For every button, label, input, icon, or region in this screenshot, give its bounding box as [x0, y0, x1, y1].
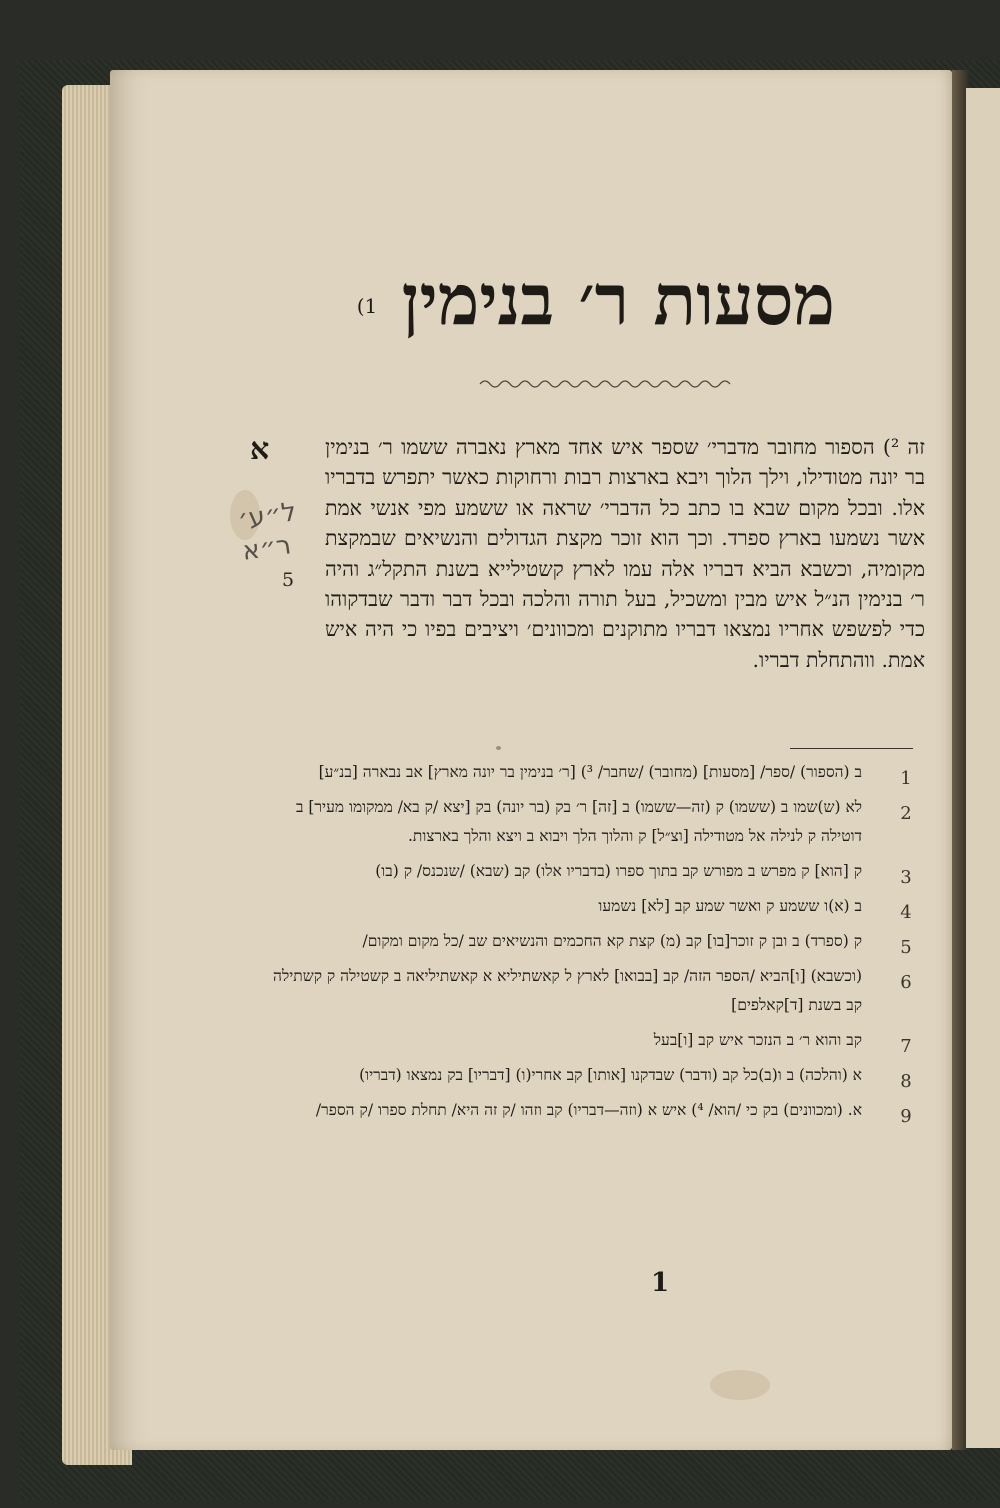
page-title: [355, 255, 835, 345]
footnote: [262, 758, 922, 787]
pencil-annotation: ל״ע׳ ר״א: [235, 497, 299, 567]
footnote-number: 3: [900, 867, 912, 888]
facing-page-edge: [966, 88, 1000, 1448]
footnote-number: 8: [900, 1071, 912, 1092]
footnote: [262, 1026, 922, 1055]
ink-dot: [496, 746, 501, 750]
footnote-text: (וכשבא) [ו]הביא /הספר הזה/ קב [בבואו] לארץ ל קאשתיליא א קאשתיליאה ב קשטילה ק קשתילה קב בשנת [ד]קאלפים]: [273, 967, 862, 1014]
footnote-text: א (והלכה) ב ו(ב)כל קב (ודבר) שבדקנו [אותו] קב אחרי(ו) [דבריו] בק נמצאו (דבריו): [359, 1066, 862, 1084]
show-through-text: [280, 145, 800, 167]
footnote-text: ק (ספרד) ב ובן ק זוכר[בו] קב (מ) קצת קא החכמים והנשיאים שב /כל מקום ומקום/: [362, 932, 862, 950]
ornamental-divider: [478, 372, 736, 394]
title-footnote-marker: 1): [356, 294, 378, 318]
footnote-number: 2: [900, 803, 912, 824]
footnote-number: 1: [900, 768, 912, 789]
footnote-text: ק [הוא] ק מפרש ב מפורש קב בתוך ספרו (בדבריו אלו) קב (שבא) /שנכנס/ ק (בו): [375, 862, 862, 880]
footnote: [262, 962, 922, 1020]
footnote-number: 9: [900, 1106, 912, 1127]
page-number: 1: [651, 1268, 670, 1298]
footnote-number: 4: [900, 902, 912, 923]
footnote: [262, 793, 922, 851]
footnote: [262, 927, 922, 956]
footnote-number: 7: [900, 1036, 912, 1057]
footnote-number: 6: [900, 972, 912, 993]
title-text: מסעות ר׳ בנימין: [401, 258, 835, 341]
footnote-rule: [790, 748, 913, 749]
line-marker: 5: [282, 569, 295, 591]
footnote-number: 5: [900, 937, 912, 958]
footnote: [262, 892, 922, 921]
footnote-text: לא (ש)שמו ב (ששמו) ק (זה—ששמו) ב [זה] ר׳ בק (בר יונה) בק [יצא /ק בא/ ממקומו מעיר] ב דוטילה ק לנילה אל מטודילה [וצ״ל] ק והלוך הלך ויבוא ב ויצא והלך בארצות.: [295, 798, 862, 845]
footnote-text: א. (ומכוונים) בק כי /הוא/ ⁴) איש א (וזה—דבריו) קב וזהו /ק זה היא/ תחלת ספרו /ק הספר/: [315, 1101, 862, 1119]
main-paragraph: זה ²) הספור מחובר מדברי׳ שספר איש אחד מארץ נאברה ששמו ר׳ בנימין בר יונה מטודילו, וילך הלוך ויבא בארצות רבות ורחוקות כאשר יתפרש בדבריו אלו. ובכל מקום שבא בו כתב כל הדברי׳ שראה או ששמע מפי אנשי אמת אשר נשמעו בארץ ספרד. וכך הוא זוכר מקצת הגדולים והנשיאים שבמקצת מקומיה, וכשבא הביא דבריו אלה עמו לארץ קשטילייא בשנת התקל״ג והיה ר׳ בנימין הנ״ל איש מבין ומשכיל, בעל תורה והלכה ובכל דבר ודבר שבדקוהו כדי לפשפש אחריו נמצאו דבריו מתוקנים ומכוונים׳ ויציבים בפיו כי היה איש אמת. ווהתחלת דבריו.: [325, 435, 925, 672]
footnote: [262, 857, 922, 886]
footnote: [262, 1061, 922, 1090]
footnote-text: ב (א)ו ששמע ק ואשר שמע קב [לא] נשמעו: [598, 897, 862, 915]
footnote-text: קב והוא ר׳ ב הנזכר איש קב [ו]בעל: [653, 1031, 862, 1049]
footnote-text: ב (הספור) /ספר/ [מסעות] (מחובר) /שחבר/ ³) [ר׳ בנימין בר יונה מארץ] אב נבארה [בנ״ע]: [318, 763, 862, 781]
footnote: [262, 1096, 922, 1125]
footnotes: [262, 758, 922, 1131]
section-letter: א: [250, 432, 270, 467]
